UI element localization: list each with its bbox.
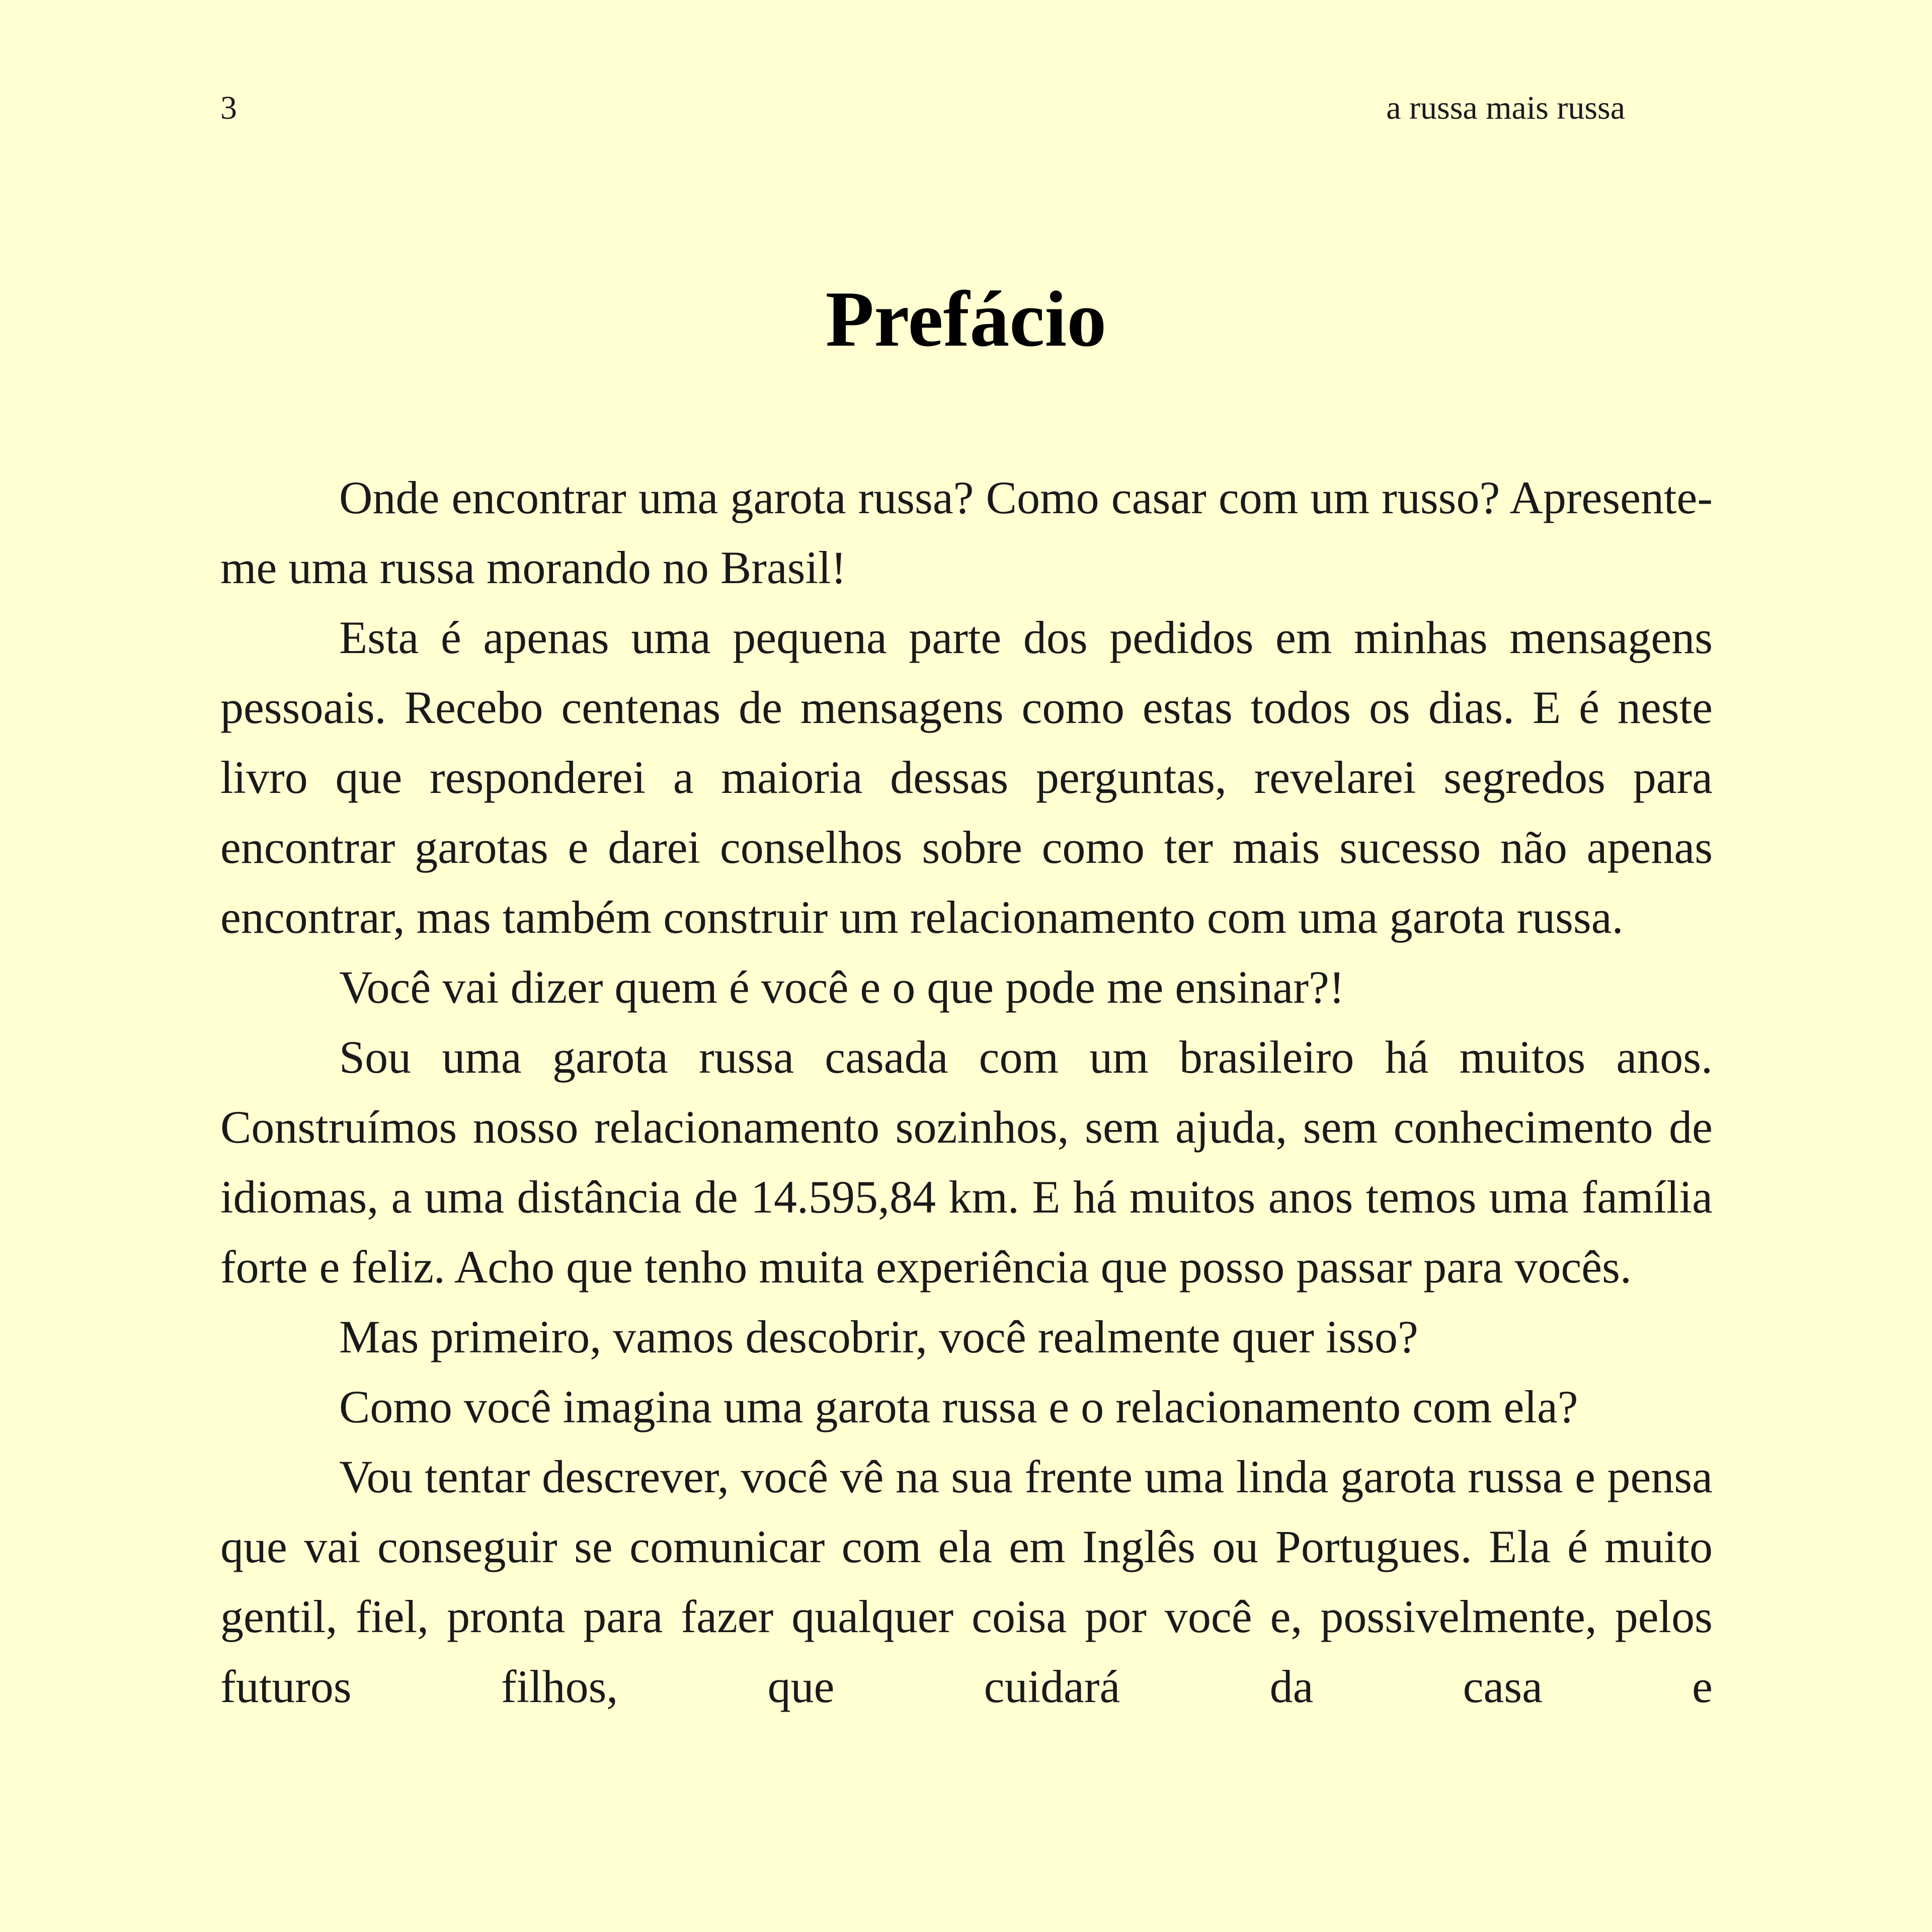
- running-title: a russa mais russa: [1386, 90, 1625, 126]
- page-number: 3: [220, 90, 237, 126]
- paragraph: Você vai dizer quem é você e o que pode me ensinar?!: [339, 961, 1345, 1013]
- paragraph: Onde encontrar uma garota russa? Como casar com um russo? Apresente-me uma russa morando no Brasil!: [220, 472, 1713, 593]
- paragraph: Sou uma garota russa casada com um brasileiro há muitos anos. Construímos nosso relacionamento sozinhos, sem ajuda, sem conhecimento de idiomas, a uma distância de 14.595,84 km. E há muitos anos temos uma família forte e feliz. Acho que tenho muita experiência que posso passar para vocês.: [220, 1031, 1713, 1293]
- paragraph: Mas primeiro, vamos descobrir, você realmente quer isso?: [339, 1311, 1418, 1362]
- running-header: [220, 86, 1625, 131]
- paragraph: Como você imagina uma garota russa e o relacionamento com ela?: [339, 1381, 1578, 1432]
- paragraph: Vou tentar descrever, você vê na sua frente uma linda garota russa e pensa que vai conseguir se comunicar com ela em Inglês ou Portugues. Ela é muito gentil, fiel, pronta para fazer qualquer coisa por você e, possivelmente, pelos futuros filhos, que cuidará da casa e: [220, 1451, 1713, 1712]
- body-text: [220, 463, 1713, 1722]
- chapter-title: Prefácio: [825, 275, 1107, 363]
- paragraph: Esta é apenas uma pequena parte dos pedidos em minhas mensagens pessoais. Recebo centenas de mensagens como estas todos os dias. E é neste livro que responderei a maioria dessas perguntas, revelarei segredos para encontrar garotas e darei conselhos sobre como ter mais sucesso não apenas encontrar, mas também construir um relacionamento com uma garota russa.: [220, 612, 1713, 943]
